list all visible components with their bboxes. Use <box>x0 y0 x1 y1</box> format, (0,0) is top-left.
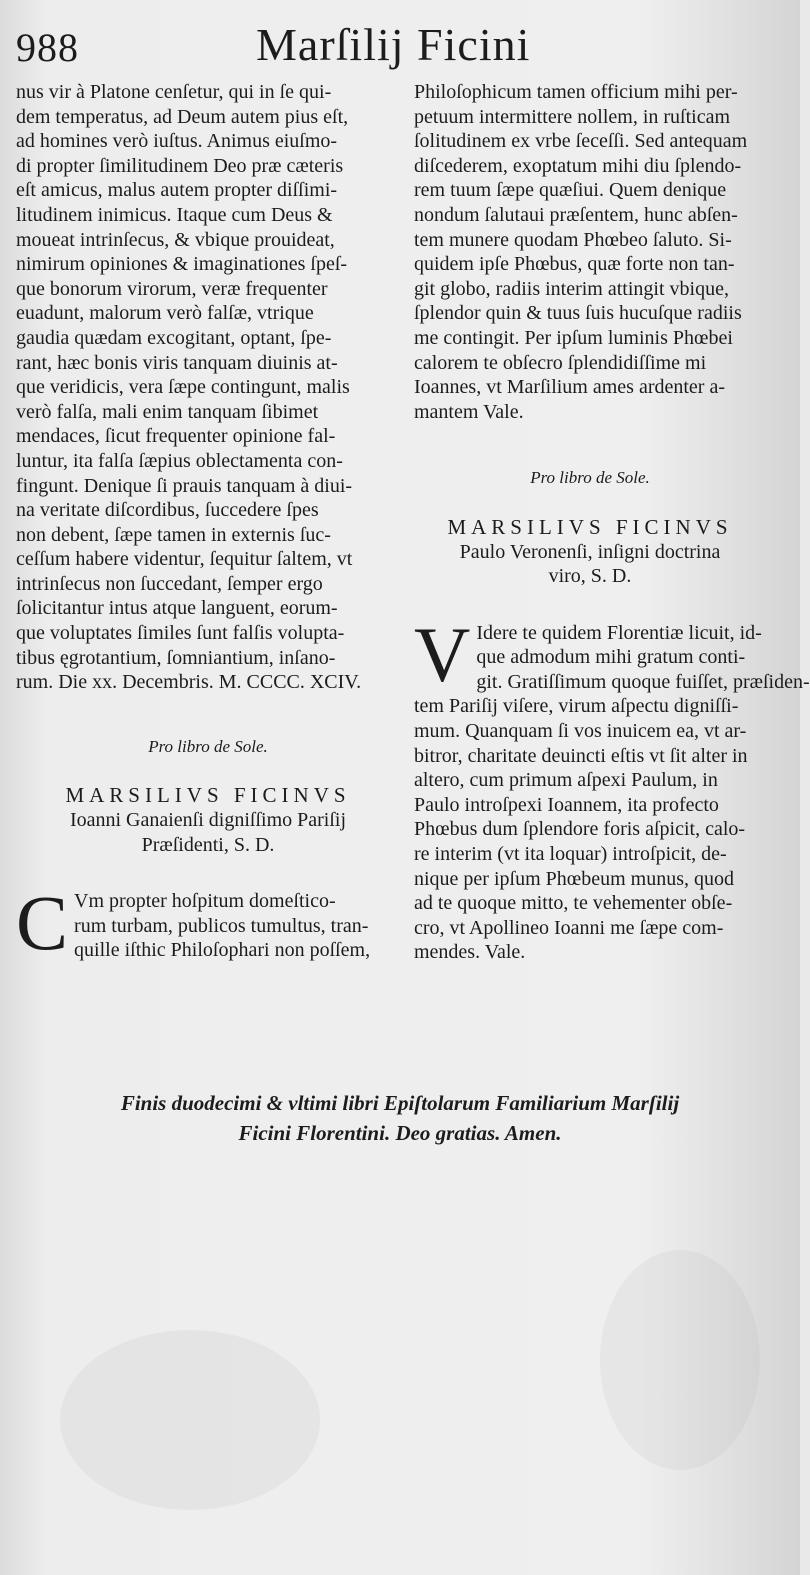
page-number: 988 <box>16 25 79 70</box>
text-line: rem tuum ſæpe quæſiui. Quem denique <box>414 179 727 202</box>
text-line: mendes. Vale. <box>414 941 526 964</box>
text-line: que admodum mihi gratum conti- <box>476 646 746 669</box>
text-line: euadunt, malorum verò falſæ, vtrique <box>16 302 314 325</box>
text-line: rant, hæc bonis viris tanquam diuinis at- <box>16 351 338 374</box>
text-line: nimirum opiniones & imaginationes ſpeſ- <box>16 253 348 276</box>
running-head: Marſilij Ficini <box>256 19 531 70</box>
right-column-body <box>414 80 766 424</box>
text-line: calorem te obſecro ſplendidiſſime mi <box>414 351 707 374</box>
letter-body <box>414 610 810 965</box>
text-line: cro, vt Apollineo Ioanni me ſæpe com- <box>414 916 724 939</box>
section-caption: Pro libro de Sole. <box>148 736 268 756</box>
text-line: Phœbus dum ſplendore foris aſpicit, calo- <box>414 818 746 841</box>
page-header <box>16 18 770 74</box>
text-line: Philoſophicum tamen officium mihi per- <box>414 81 738 103</box>
text-line: me contingit. Per ipſum luminis Phœbei <box>414 326 733 349</box>
text-line: eſt amicus, malus autem propter diſſimi- <box>16 179 338 202</box>
text-line: intrinſecus non ſuccedant, ſemper ergo <box>16 572 323 595</box>
text-line: petuum intermittere nollem, in ruſticam <box>414 105 731 128</box>
text-line: verò falſa, mali enim tanquam ſibimet <box>16 400 319 423</box>
text-line: quidem ipſe Phœbus, quæ forte non tan- <box>414 253 735 276</box>
text-line: di propter ſimilitudinem Deo præ cæteris <box>16 154 344 177</box>
author-heading: MARSILIVS FICINVS <box>65 783 351 808</box>
text-line: ſolicitantur intus atque languent, eorum- <box>16 597 338 620</box>
text-line: na veritate diſcordibus, ſuccedere ſpes <box>16 499 319 522</box>
text-line: Paulo introſpexi Ioannem, ita profecto <box>414 793 719 816</box>
colophon <box>40 1088 760 1148</box>
text-line: ceſſum habere videntur, ſequitur ſaltem, vt <box>16 548 353 571</box>
left-column <box>16 80 400 967</box>
text-line: que voluptates ſimiles ſunt falſis volupta- <box>16 622 345 645</box>
text-line: nus vir à Platone cenſetur, qui in ſe qui- <box>16 81 332 103</box>
right-column <box>414 80 810 965</box>
text-line: git globo, radiis interim attingit vbique, <box>414 277 729 300</box>
text-line: rum turbam, publicos tumultus, tran- <box>74 914 369 937</box>
text-line: re interim (vt ita loquar) introſpicit, de- <box>414 843 727 866</box>
text-line: non debent, ſæpe tamen in externis ſuc- <box>16 523 331 546</box>
colophon-line: Ficini Florentini. Deo gratias. Amen. <box>238 1121 562 1145</box>
text-line: fingunt. Denique ſi prauis tanquam à diui- <box>16 474 353 497</box>
text-line: gaudia quædam excogitant, optant, ſpe- <box>16 326 332 349</box>
text-line: mum. Quanquam ſi vos inuicem ea, vt ar- <box>414 720 747 743</box>
text-line: mantem Vale. <box>414 400 524 423</box>
text-line: que veridicis, vera ſæpe contingunt, malis <box>16 376 350 399</box>
text-line: dem temperatus, ad Deum autem pius eſt, <box>16 105 349 128</box>
paper-stain <box>600 1250 760 1470</box>
text-line: tem munere quodam Phœbeo ſaluto. Si- <box>414 228 732 251</box>
text-line: altero, cum primum aſpexi Paulum, in <box>414 769 718 792</box>
text-line: luntur, ita falſa ſæpius oblectamenta con- <box>16 449 343 472</box>
addressee-line: Ioanni Ganaienſi digniſſimo Pariſij <box>69 809 347 832</box>
text-line: ſplendor quin & tuus ſuis hucuſque radiis <box>414 302 742 325</box>
text-line: nique per ipſum Phœbeum munus, quod <box>414 867 734 890</box>
text-line: moueat intrinſecus, & vbique prouideat, <box>16 228 335 251</box>
text-line: mendaces, ſicut frequenter opinione fal- <box>16 425 336 448</box>
drop-cap: C <box>16 879 69 967</box>
text-line: Ioannes, vt Marſilium ames ardenter a- <box>414 376 725 399</box>
drop-cap: V <box>414 610 471 698</box>
text-line: ad te quoque mitto, te vehementer obſe- <box>414 892 733 915</box>
text-line: nondum ſalutaui præſentem, hunc abſen- <box>414 203 738 226</box>
author-heading: MARSILIVS FICINVS <box>447 514 733 539</box>
colophon-line: Finis duodecimi & vltimi libri Epiſtolarum Familiarium Marſilij <box>120 1091 680 1115</box>
letter-body <box>16 879 400 967</box>
text-line: que bonorum virorum, veræ frequenter <box>16 277 328 300</box>
text-line: rum. Die xx. Decembris. M. CCCC. XCIV. <box>16 671 362 694</box>
text-line: git. Gratiſſimum quoque fuiſſet, præſiden- <box>476 670 810 693</box>
text-line: ſolitudinem ex vrbe ſeceſſi. Sed antequam <box>414 130 748 153</box>
text-line: tibus ęgrotantium, ſomniantium, inſano- <box>16 646 336 669</box>
text-line: litudinem inimicus. Itaque cum Deus & <box>16 203 333 226</box>
addressee-line: Paulo Veronenſi, inſigni doctrina <box>459 540 721 563</box>
left-column-body <box>16 80 400 695</box>
text-line: bitror, charitate deuincti eſtis vt ſit alter in <box>414 744 748 767</box>
addressee-line: viro, S. D. <box>548 565 632 588</box>
addressee-line: Præſidenti, S. D. <box>141 833 275 856</box>
text-line: Vm propter hoſpitum domeſtico- <box>74 890 336 913</box>
text-line: quille iſthic Philoſophari non poſſem, <box>74 939 371 962</box>
text-line: ad homines verò iuſtus. Animus eiuſmo- <box>16 130 338 153</box>
paper-stain <box>60 1330 320 1510</box>
text-line: Idere te quidem Florentiæ licuit, id- <box>476 621 762 644</box>
text-line: tem Pariſij viſere, virum aſpectu digniſſi- <box>414 695 739 718</box>
text-line: diſcederem, exoptatum mihi diu ſplendo- <box>414 154 742 177</box>
section-caption: Pro libro de Sole. <box>530 468 650 488</box>
